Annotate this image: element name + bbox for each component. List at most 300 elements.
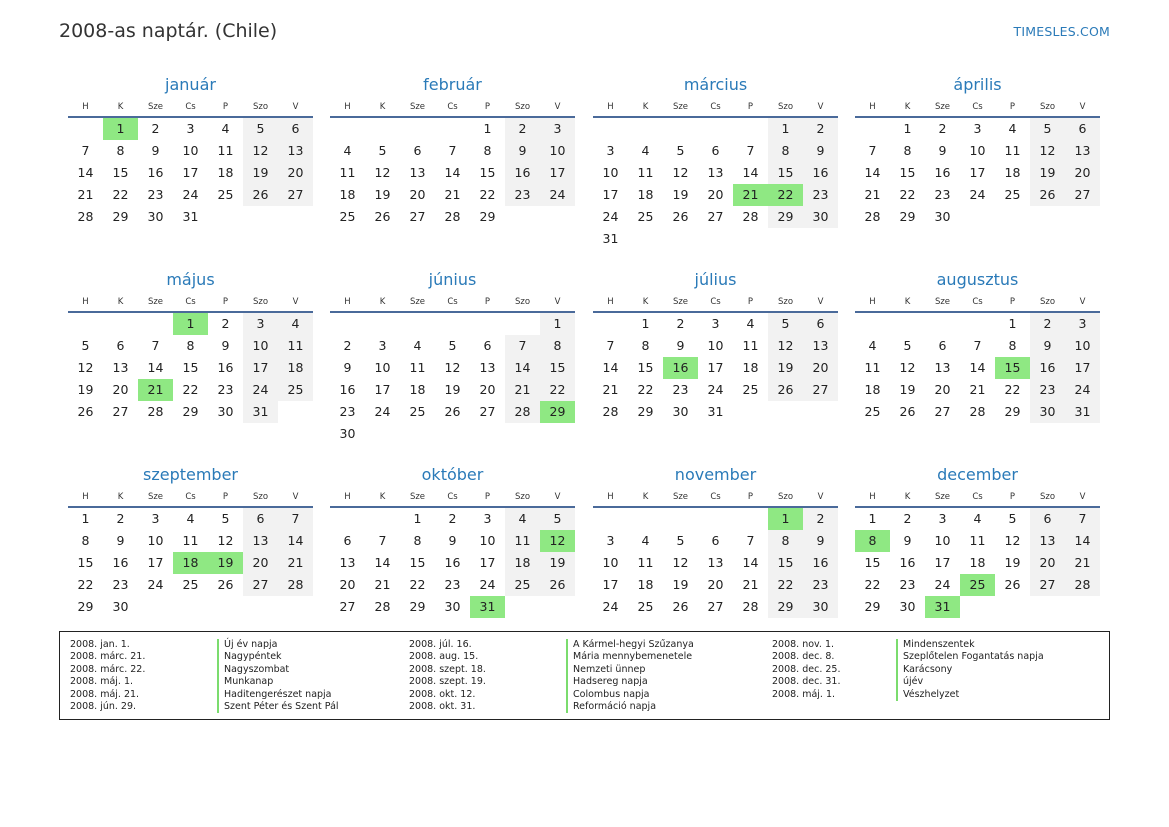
legend-entry: 2008. szept. 18. [409,663,486,675]
holiday-day-cell: 19 [208,552,243,574]
day-cell: 4 [746,316,755,331]
day-cell: 11 [864,360,881,375]
weekday-label: V [292,492,299,502]
empty-cell [138,313,173,335]
day-cell: 25 [1004,187,1021,202]
day-cell: 14 [602,360,619,375]
day-cell: 30 [803,206,838,228]
day-cell: 12 [243,140,278,162]
day-cell: 31 [243,401,278,423]
day-cell: 27 [707,209,724,224]
weekday-label: Sze [147,102,164,112]
day-cell: 4 [343,143,352,158]
day-cell: 25 [339,209,356,224]
day-cell: 20 [243,552,278,574]
empty-cell [365,508,400,530]
empty-cell [400,118,435,140]
holiday-day-cell: 21 [733,184,768,206]
day-cell: 8 [903,143,912,158]
day-cell: 19 [77,382,94,397]
day-cell: 31 [707,404,724,419]
day-cell: 27 [278,184,313,206]
day-cell: 1 [413,511,422,526]
day-cell: 15 [112,165,129,180]
day-cell: 2 [676,316,685,331]
legend-names-1 [217,639,339,713]
day-cell: 14 [77,165,94,180]
day-cell: 9 [938,143,947,158]
weekday-label: Sze [409,297,426,307]
day-cell: 24 [934,577,951,592]
day-cell: 25 [505,574,540,596]
day-cell: 15 [479,165,496,180]
day-cell: 6 [278,118,313,140]
legend-entry: Nemzeti ünnep [566,664,694,676]
day-cell: 30 [803,596,838,618]
day-cell: 9 [803,530,838,552]
day-cell: 17 [540,162,575,184]
weekday-label: P [484,297,491,307]
day-cell: 21 [278,552,313,574]
weekday-header [68,296,313,308]
day-cell: 24 [479,577,496,592]
day-cell: 29 [899,209,916,224]
day-cell: 8 [483,143,492,158]
day-cell: 11 [409,360,426,375]
weekday-label: P [222,297,229,307]
day-cell: 16 [803,162,838,184]
empty-cell [470,313,505,335]
holiday-day-cell: 22 [768,184,803,206]
weekday-label: Sze [147,492,164,502]
day-cell: 17 [969,165,986,180]
weekday-label: Cs [447,102,458,112]
weekday-label: V [554,102,561,112]
weekday-label: Cs [972,492,983,502]
day-cell: 8 [540,335,575,357]
day-cell: 28 [77,209,94,224]
day-cell: 12 [672,165,689,180]
day-cell: 23 [217,382,234,397]
weekday-label: Szo [777,102,794,112]
empty-cell [365,118,400,140]
day-cell: 2 [505,118,540,140]
day-cell: 13 [1030,530,1065,552]
day-cell: 4 [186,511,195,526]
day-cell: 20 [112,382,129,397]
day-cell: 26 [1004,577,1021,592]
holiday-day-cell: 1 [103,118,138,140]
legend-entry: Szent Péter és Szent Pál [217,701,339,713]
day-cell: 7 [746,143,755,158]
weekday-label: K [904,492,911,502]
day-cell: 2 [221,316,230,331]
day-cell: 11 [217,143,234,158]
day-cell: 24 [707,382,724,397]
day-cell: 16 [505,162,540,184]
weekday-label: Szo [514,102,531,112]
day-cell: 5 [378,143,387,158]
day-cell: 2 [116,511,125,526]
day-cell: 23 [803,184,838,206]
day-cell: 10 [969,143,986,158]
day-cell: 24 [147,577,164,592]
day-cell: 17 [243,357,278,379]
day-cell: 2 [938,121,947,136]
day-cell: 25 [217,187,234,202]
day-cell: 18 [864,382,881,397]
day-cell: 19 [540,552,575,574]
day-cell: 11 [339,165,356,180]
day-cell: 13 [934,360,951,375]
day-cell: 16 [899,555,916,570]
weekday-label: H [869,297,876,307]
day-cell: 18 [637,187,654,202]
weekday-header [855,491,1100,503]
weekday-label: Szo [514,297,531,307]
day-cell: 6 [1030,508,1065,530]
weekday-label: V [817,102,824,112]
day-cell: 22 [409,577,426,592]
day-grid [593,118,838,250]
day-cell: 12 [768,335,803,357]
day-cell: 15 [768,162,803,184]
weekday-label: H [344,492,351,502]
day-cell: 7 [378,533,387,548]
day-cell: 27 [1065,184,1100,206]
day-cell: 22 [540,379,575,401]
empty-cell [733,508,768,530]
day-cell: 4 [413,338,422,353]
holiday-day-cell: 1 [173,313,208,335]
day-cell: 18 [637,577,654,592]
day-cell: 14 [969,360,986,375]
day-cell: 23 [672,382,689,397]
day-cell: 30 [934,209,951,224]
day-cell: 16 [444,555,461,570]
weekday-header [68,491,313,503]
holiday-day-cell: 31 [470,596,505,618]
day-cell: 10 [243,335,278,357]
legend-entry: 2008. márc. 21. [70,651,146,663]
day-cell: 30 [217,404,234,419]
holiday-day-cell: 12 [540,530,575,552]
empty-cell [663,118,698,140]
day-cell: 22 [182,382,199,397]
holiday-day-cell: 21 [138,379,173,401]
day-cell: 3 [1065,313,1100,335]
day-cell: 20 [934,382,951,397]
day-cell: 13 [278,140,313,162]
day-cell: 10 [182,143,199,158]
day-cell: 24 [602,209,619,224]
weekday-label: Szo [1039,102,1056,112]
day-cell: 18 [505,552,540,574]
day-cell: 7 [278,508,313,530]
day-cell: 24 [1065,379,1100,401]
legend-entry: 2008. okt. 12. [409,688,476,700]
day-cell: 27 [934,404,951,419]
day-cell: 11 [742,338,759,353]
weekday-label: H [869,102,876,112]
day-cell: 20 [1030,552,1065,574]
day-cell: 22 [864,577,881,592]
day-cell: 18 [1004,165,1021,180]
empty-cell [593,118,628,140]
weekday-label: Sze [672,492,689,502]
day-cell: 8 [641,338,650,353]
day-grid [855,118,1100,228]
day-cell: 2 [903,511,912,526]
day-cell: 2 [448,511,457,526]
day-cell: 10 [479,533,496,548]
day-cell: 9 [903,533,912,548]
empty-cell [505,313,540,335]
empty-cell [593,508,628,530]
day-cell: 28 [147,404,164,419]
day-cell: 13 [707,165,724,180]
day-cell: 21 [602,382,619,397]
weekday-label: P [1009,297,1016,307]
day-cell: 19 [768,357,803,379]
day-cell: 25 [637,209,654,224]
day-cell: 17 [1065,357,1100,379]
day-cell: 24 [540,184,575,206]
day-cell: 7 [746,533,755,548]
day-cell: 11 [637,555,654,570]
weekday-header [855,296,1100,308]
day-cell: 11 [1004,143,1021,158]
day-cell: 12 [217,533,234,548]
day-cell: 6 [711,533,720,548]
day-cell: 30 [1030,401,1065,423]
day-cell: 29 [112,209,129,224]
day-cell: 22 [899,187,916,202]
day-cell: 11 [182,533,199,548]
legend-entry: A Kármel-hegyi Szűzanya [566,639,694,651]
day-cell: 31 [1065,401,1100,423]
day-cell: 11 [278,335,313,357]
day-cell: 12 [77,360,94,375]
empty-cell [628,118,663,140]
day-cell: 22 [768,574,803,596]
empty-cell [698,118,733,140]
day-cell: 21 [864,187,881,202]
day-cell: 21 [77,187,94,202]
day-cell: 15 [899,165,916,180]
weekday-label: P [1009,492,1016,502]
day-cell: 13 [1065,140,1100,162]
legend-names-2 [566,639,694,713]
legend-entry: Vészhelyzet [896,689,1044,701]
weekday-label: K [379,492,386,502]
day-cell: 6 [343,533,352,548]
weekday-label: K [117,102,124,112]
day-cell: 8 [768,530,803,552]
day-cell: 26 [899,404,916,419]
day-cell: 19 [899,382,916,397]
day-cell: 30 [899,599,916,614]
weekday-label: H [82,102,89,112]
day-cell: 13 [479,360,496,375]
day-cell: 4 [1008,121,1017,136]
day-cell: 13 [803,335,838,357]
day-cell: 1 [540,313,575,335]
day-cell: 23 [444,577,461,592]
day-cell: 2 [803,508,838,530]
day-cell: 1 [641,316,650,331]
day-cell: 9 [151,143,160,158]
day-cell: 5 [676,533,685,548]
holiday-day-cell: 15 [995,357,1030,379]
weekday-label: Sze [409,102,426,112]
empty-cell [663,508,698,530]
empty-cell [890,313,925,335]
weekday-header [68,101,313,113]
day-cell: 20 [479,382,496,397]
day-cell: 16 [1030,357,1065,379]
day-cell: 16 [803,552,838,574]
day-cell: 28 [864,209,881,224]
legend-entry: 2008. aug. 15. [409,651,479,663]
day-cell: 7 [448,143,457,158]
weekday-label: Cs [185,297,196,307]
day-cell: 1 [768,118,803,140]
day-cell: 17 [479,555,496,570]
weekday-label: K [117,492,124,502]
weekday-label: H [869,492,876,502]
holiday-day-cell: 16 [663,357,698,379]
empty-cell [365,313,400,335]
weekday-label: V [554,297,561,307]
empty-cell [698,508,733,530]
day-cell: 20 [803,357,838,379]
day-cell: 27 [803,379,838,401]
day-cell: 15 [637,360,654,375]
day-cell: 22 [479,187,496,202]
day-cell: 27 [112,404,129,419]
weekday-label: Szo [1039,297,1056,307]
weekday-label: Sze [409,492,426,502]
day-cell: 7 [606,338,615,353]
empty-cell [103,313,138,335]
day-cell: 29 [768,206,803,228]
month-name: december [937,465,1018,484]
day-cell: 15 [182,360,199,375]
holiday-day-cell: 1 [768,508,803,530]
day-cell: 14 [742,555,759,570]
weekday-label: P [747,297,754,307]
month-name: október [421,465,484,484]
weekday-label: Cs [447,297,458,307]
weekday-label: Cs [185,492,196,502]
day-cell: 6 [1065,118,1100,140]
legend-entry: 2008. dec. 8. [772,651,835,663]
day-cell: 4 [505,508,540,530]
day-cell: 25 [278,379,313,401]
day-cell: 16 [217,360,234,375]
site-link[interactable]: TIMESLES.COM [1013,24,1110,39]
day-grid [68,508,313,618]
day-cell: 31 [182,209,199,224]
day-cell: 5 [768,313,803,335]
day-cell: 4 [641,533,650,548]
legend-entry: 2008. jan. 1. [70,639,130,650]
day-cell: 20 [278,162,313,184]
day-cell: 2 [1030,313,1065,335]
day-cell: 13 [112,360,129,375]
day-cell: 26 [672,209,689,224]
weekday-label: Sze [672,297,689,307]
day-cell: 24 [602,599,619,614]
day-cell: 8 [768,140,803,162]
day-cell: 15 [77,555,94,570]
legend-entry: 2008. máj. 1. [772,688,836,700]
day-cell: 14 [278,530,313,552]
day-cell: 10 [707,338,724,353]
weekday-label: V [1079,492,1086,502]
empty-cell [330,508,365,530]
day-cell: 19 [672,577,689,592]
day-cell: 24 [243,379,278,401]
weekday-label: Cs [447,492,458,502]
day-cell: 14 [147,360,164,375]
weekday-label: H [344,102,351,112]
legend-entry: 2008. máj. 1. [70,676,134,688]
day-cell: 26 [374,209,391,224]
legend-entry: Haditengerészet napja [217,689,339,701]
day-cell: 26 [768,379,803,401]
day-cell: 11 [637,165,654,180]
weekday-label: H [607,492,614,502]
day-cell: 5 [1030,118,1065,140]
day-cell: 5 [903,338,912,353]
day-cell: 22 [1004,382,1021,397]
day-cell: 29 [182,404,199,419]
day-cell: 23 [339,404,356,419]
day-cell: 30 [444,599,461,614]
day-cell: 18 [278,357,313,379]
weekday-label: Szo [777,492,794,502]
day-cell: 23 [505,184,540,206]
legend-dates-3 [772,639,840,701]
day-cell: 8 [186,338,195,353]
legend-entry: Hadsereg napja [566,676,694,688]
day-cell: 15 [409,555,426,570]
empty-cell [855,313,890,335]
weekday-label: Szo [252,297,269,307]
page-title: 2008-as naptár. (Chile) [59,20,278,42]
day-cell: 6 [116,338,125,353]
empty-cell [628,508,663,530]
day-cell: 8 [116,143,125,158]
day-cell: 28 [1065,574,1100,596]
day-cell: 3 [711,316,720,331]
day-cell: 28 [602,404,619,419]
day-cell: 15 [864,555,881,570]
legend-entry: Nagyszombat [217,664,339,676]
month-name: február [423,75,482,94]
day-cell: 13 [707,555,724,570]
day-cell: 3 [973,121,982,136]
day-cell: 8 [413,533,422,548]
day-cell: 29 [864,599,881,614]
day-cell: 8 [1008,338,1017,353]
day-cell: 14 [505,357,540,379]
day-grid [855,508,1100,618]
day-cell: 21 [1065,552,1100,574]
day-cell: 29 [479,209,496,224]
